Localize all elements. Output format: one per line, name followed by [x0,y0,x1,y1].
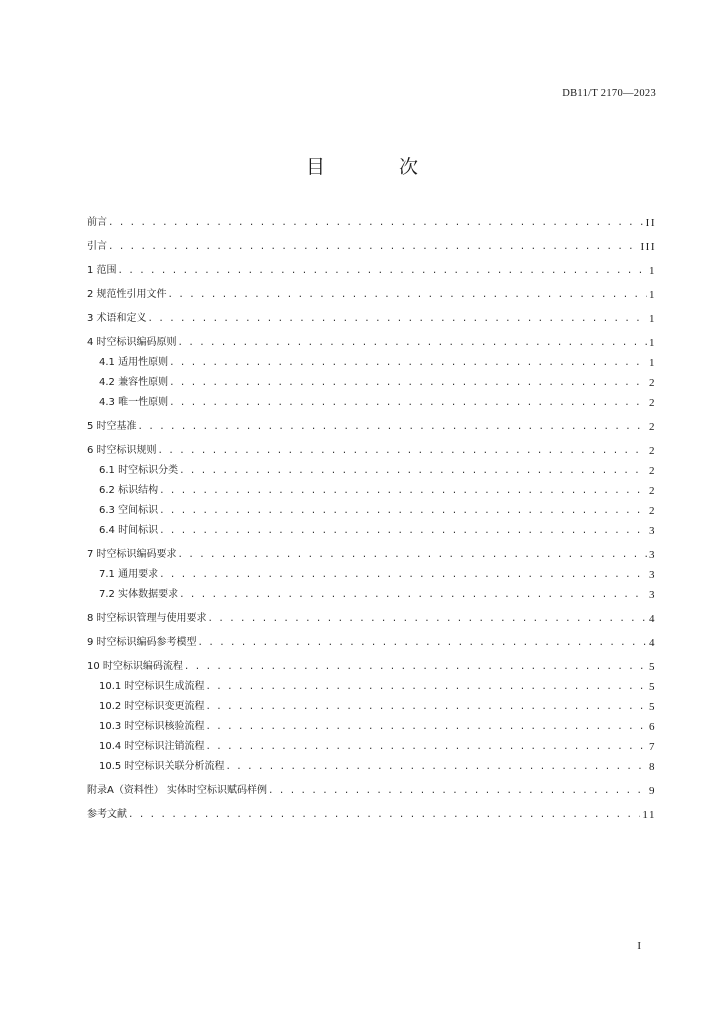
toc-entry-label: 4 时空标识编码原则 [87,337,177,348]
toc-leader [159,484,647,498]
toc-entry-page: 2 [649,377,656,389]
toc-entry-6-2[interactable] [99,480,656,498]
toc-entry-label: 9 时空标识编码参考模型 [87,637,197,648]
toc-entry-page: 6 [649,721,656,733]
toc-entry-4[interactable] [87,332,656,350]
toc-entry-page: 5 [649,701,656,713]
toc-entry-page: 2 [649,445,656,457]
toc-entry-page: 2 [649,397,656,409]
toc-entry-page: 4 [649,637,656,649]
toc-entry-10-4[interactable] [99,736,656,754]
toc-entry-label: 10.2 时空标识变更流程 [99,701,205,712]
toc-entry-label: 3 术语和定义 [87,313,147,324]
toc-entry-4-3[interactable] [99,392,656,410]
toc-leader [108,216,644,230]
toc-entry-page: 4 [649,613,656,625]
toc-entry-6-4[interactable] [99,520,656,538]
toc-entry-label: 7.1 通用要求 [99,569,159,580]
toc-leader [268,784,647,798]
toc-entry-page: 3 [649,589,656,601]
toc-entry-10[interactable] [87,656,656,674]
toc-entry-page: III [640,241,656,253]
toc-entry-10-3[interactable] [99,716,656,734]
toc-entry-introduction[interactable] [87,236,656,254]
toc-entry-page: 2 [649,421,656,433]
toc-entry-label: 附录A（资料性） 实体时空标识赋码样例 [87,785,268,796]
toc-entry-4-1[interactable] [99,352,656,370]
toc-entry-label: 参考文献 [87,809,127,820]
toc-entry-foreword[interactable] [87,212,656,230]
toc-leader [205,740,647,754]
toc-leader [159,504,647,518]
toc-entry-page: 7 [649,741,656,753]
toc-entry-label: 10.3 时空标识核验流程 [99,721,205,732]
toc-entry-page: 1 [649,265,656,277]
toc-entry-5[interactable] [87,416,656,434]
toc-entry-label: 10 时空标识编码流程 [87,661,183,672]
toc-leader [108,240,639,254]
toc-title: 目 次 [305,156,453,178]
toc-leader [169,376,647,390]
toc-entry-page: 3 [649,569,656,581]
toc-entry-label: 6 时空标识规则 [87,445,157,456]
toc-entry-page: 1 [649,337,656,349]
toc-entry-page: 5 [649,681,656,693]
toc-leader [169,356,647,370]
toc-entry-page: 5 [649,661,656,673]
toc-entry-label: 6.3 空间标识 [99,505,159,516]
toc-entry-label: 2 规范性引用文件 [87,289,167,300]
toc-entry-7-2[interactable] [99,584,656,602]
toc-entry-10-5[interactable] [99,756,656,774]
toc-entry-6[interactable] [87,440,656,458]
toc-entry-label: 4.2 兼容性原则 [99,377,169,388]
toc-leader [168,288,647,302]
toc-entry-page: II [645,217,656,229]
toc-leader [198,636,647,650]
toc-leader [159,524,647,538]
toc-entry-page: 8 [649,761,656,773]
page-number: I [637,940,641,952]
toc-leader [179,588,647,602]
toc-leader [158,444,647,458]
toc-entry-9[interactable] [87,632,656,650]
toc-entry-page: 2 [649,465,656,477]
toc-leader [205,680,647,694]
toc-entry-label: 6.1 时空标识分类 [99,465,179,476]
toc-leader [178,336,647,350]
toc-leader [205,720,647,734]
toc-entry-6-1[interactable] [99,460,656,478]
toc-entry-label: 6.4 时间标识 [99,525,159,536]
toc-leader [179,464,647,478]
toc-entry-1[interactable] [87,260,656,278]
toc-entry-page: 1 [649,289,656,301]
toc-leader [128,808,640,822]
toc-leader [205,700,647,714]
toc-entry-appendix-a[interactable] [87,780,656,798]
toc-entry-8[interactable] [87,608,656,626]
toc-entry-label: 10.1 时空标识生成流程 [99,681,205,692]
toc-entry-7[interactable] [87,544,656,562]
toc-leader [138,420,647,434]
toc-entry-references[interactable] [87,804,656,822]
document-code: DB11/T 2170—2023 [562,88,656,99]
toc-entry-page: 1 [649,313,656,325]
toc-entry-label: 10.5 时空标识关联分析流程 [99,761,225,772]
toc-entry-label: 4.1 适用性原则 [99,357,169,368]
toc-leader [159,568,647,582]
toc-entry-2[interactable] [87,284,656,302]
toc-entry-label: 10.4 时空标识注销流程 [99,741,205,752]
toc-entry-label: 6.2 标识结构 [99,485,159,496]
toc-entry-page: 3 [649,525,656,537]
toc-entry-label: 8 时空标识管理与使用要求 [87,613,207,624]
toc-leader [169,396,647,410]
toc-entry-page: 1 [649,357,656,369]
toc-leader [118,264,647,278]
toc-entry-10-2[interactable] [99,696,656,714]
toc-entry-label: 5 时空基准 [87,421,137,432]
toc-entry-7-1[interactable] [99,564,656,582]
toc-entry-6-3[interactable] [99,500,656,518]
toc-entry-label: 4.3 唯一性原则 [99,397,169,408]
toc-entry-label: 引言 [87,241,107,252]
toc-entry-page: 2 [649,485,656,497]
toc-leader [178,548,647,562]
toc-leader [208,612,647,626]
toc-entry-10-1[interactable] [99,676,656,694]
toc-leader [184,660,647,674]
toc-entry-page: 11 [642,809,656,821]
toc-entry-label: 7.2 实体数据要求 [99,589,179,600]
toc-entry-label: 7 时空标识编码要求 [87,549,177,560]
toc-entry-page: 2 [649,505,656,517]
toc-entry-label: 1 范围 [87,265,117,276]
toc-leader [225,760,647,774]
toc-entry-page: 3 [649,549,656,561]
toc-entry-page: 9 [649,785,656,797]
toc-entry-3[interactable] [87,308,656,326]
toc-entry-label: 前言 [87,217,107,228]
toc-leader [148,312,647,326]
toc-entry-4-2[interactable] [99,372,656,390]
